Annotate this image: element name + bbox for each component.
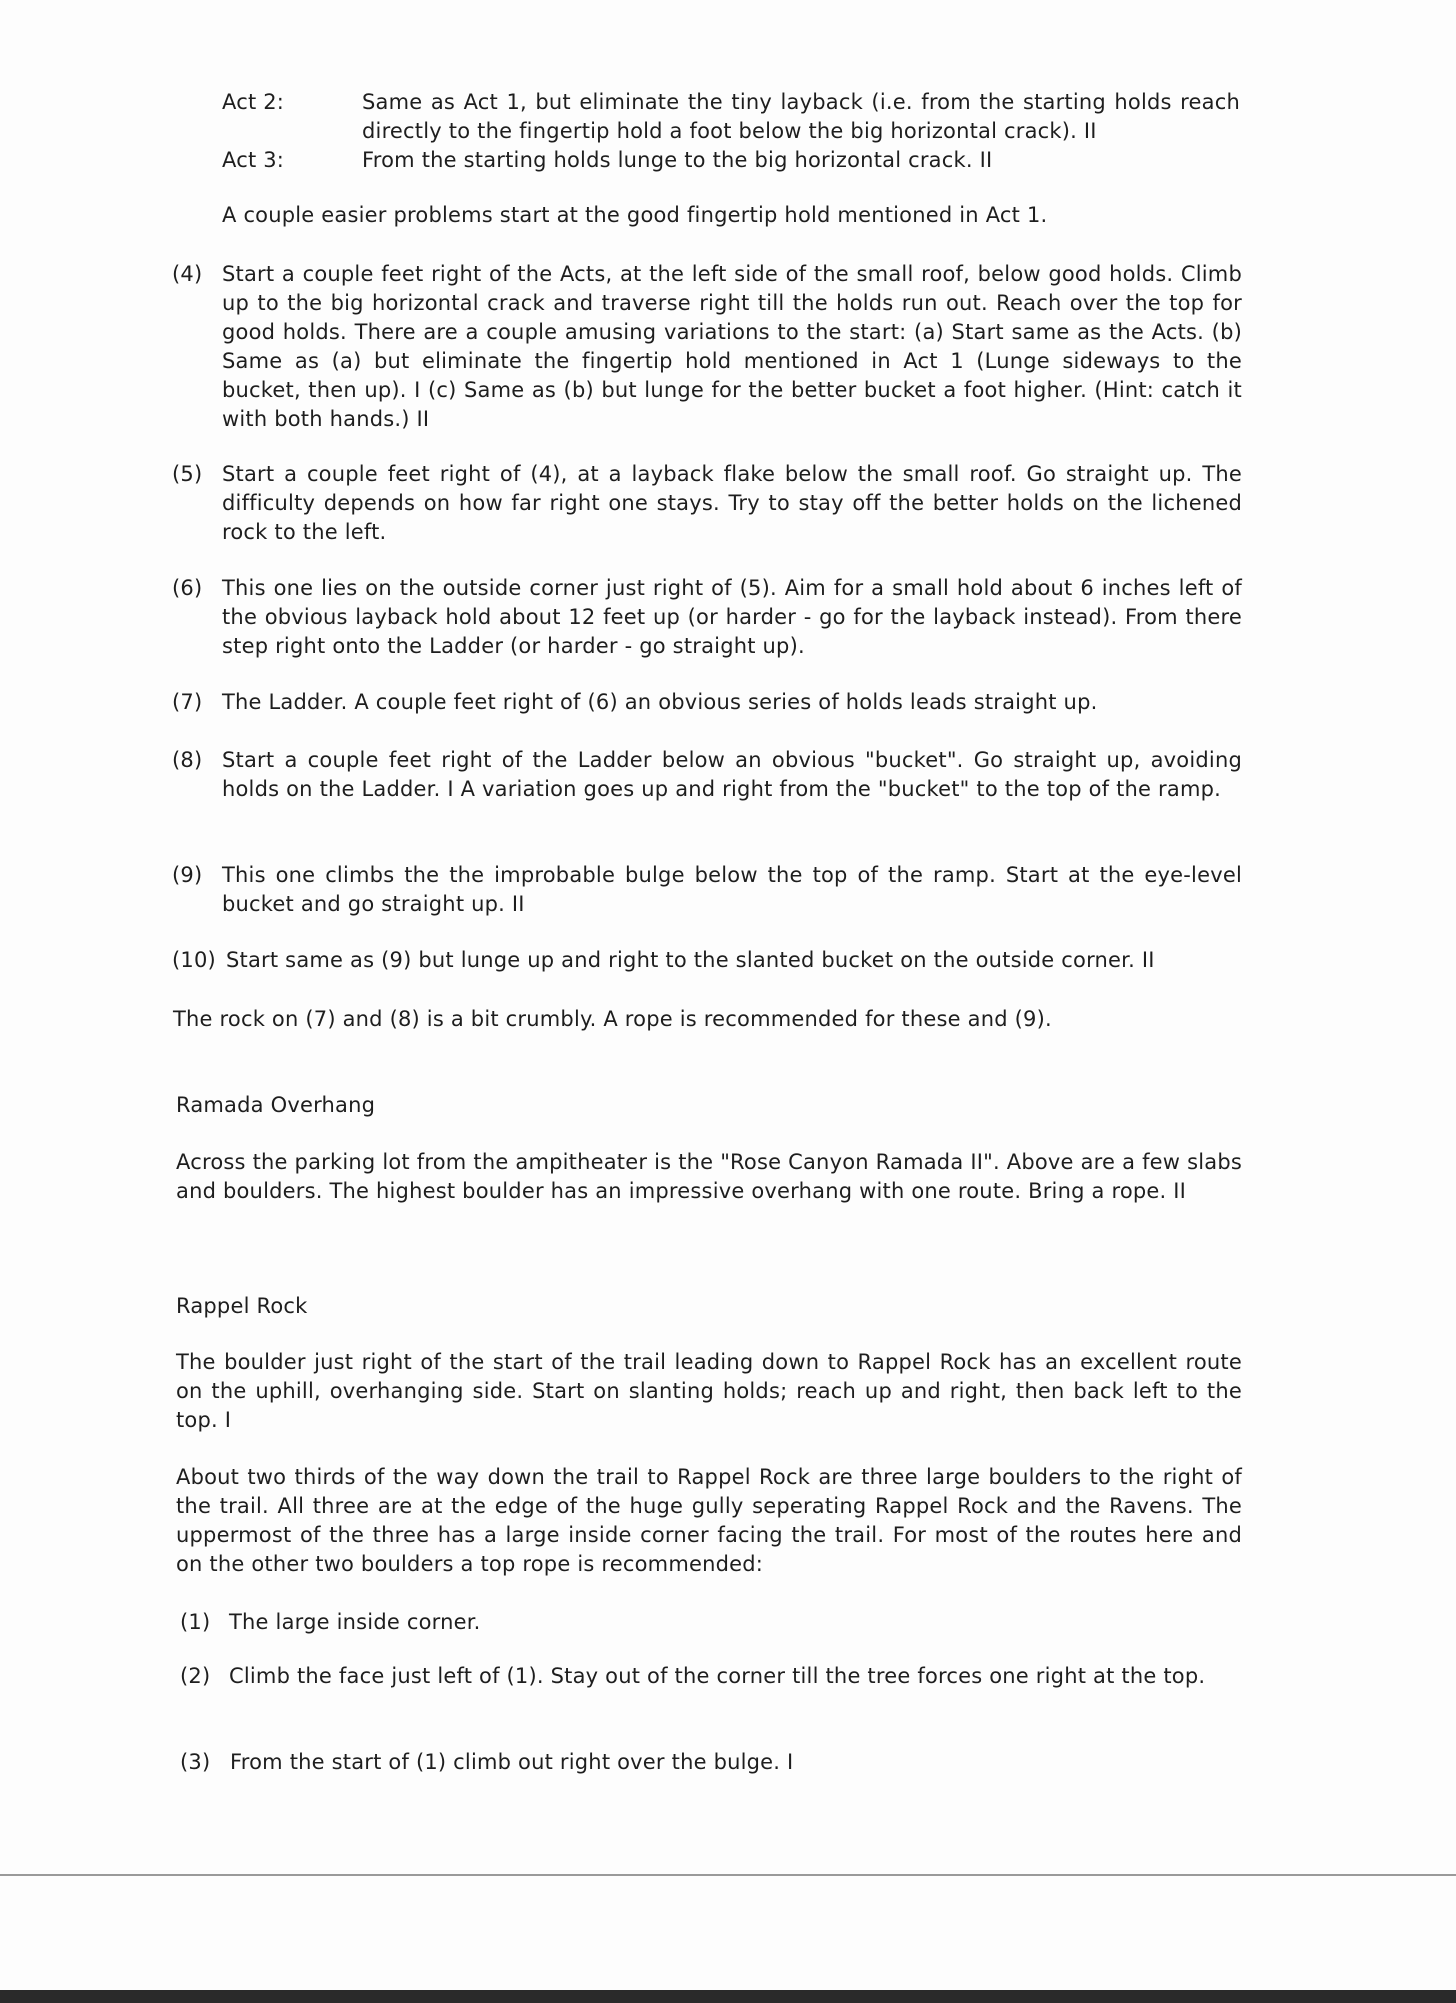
problem-text: Start a couple feet right of the Acts, at the left side of the small roof, below good holds. Climb up to the big horizontal crack and traverse right till the holds run out. Reach over the top for good holds. There are a couple amusing variations to the start: (a) Start same as the Acts. (b) Same as (a) but eliminate the fingertip hold mentioned in Act 1 (Lunge sideways to the bucket, then up). I (c) Same as (b) but lunge for the better bucket a foot higher. (Hint: catch it with both hands.) II xyxy=(222,262,1242,431)
route-text: The large inside corner. xyxy=(229,1610,481,1634)
problem-text: Start a couple feet right of the Ladder below an obvious "bucket". Go straight up, avoiding holds on the Ladder. I A variation goes up and right from the "bucket" to the top of the ramp. xyxy=(222,748,1242,801)
route-number: (3) xyxy=(180,1750,211,1774)
problem-number: (7) xyxy=(172,690,203,714)
section-heading-rappel: Rappel Rock xyxy=(176,1294,308,1318)
act-2-text: Same as Act 1, but eliminate the tiny layback (i.e. from the starting holds reach directly to the fingertip hold a foot below the big horizontal crack). II xyxy=(362,90,1240,143)
scan-bottom-edge xyxy=(0,1990,1456,2003)
act-2-label: Act 2: xyxy=(222,90,285,114)
route-text: From the start of (1) climb out right over the bulge. I xyxy=(230,1750,794,1774)
act-3-text: From the starting holds lunge to the big horizontal crack. II xyxy=(362,148,993,172)
act-3-label: Act 3: xyxy=(222,148,285,172)
route-number: (2) xyxy=(180,1664,211,1688)
problem-number: (8) xyxy=(172,748,203,772)
problem-number: (5) xyxy=(172,462,203,486)
rappel-paragraph-1: The boulder just right of the start of the trail leading down to Rappel Rock has an excellent route on the uphill, overhanging side. Start on slanting holds; reach up and right, then back left to the top. I xyxy=(176,1350,1242,1432)
problem-text: Start same as (9) but lunge up and right to the slanted bucket on the outside corner. II xyxy=(226,948,1155,972)
route-text: Climb the face just left of (1). Stay out of the corner till the tree forces one right at the top. xyxy=(229,1664,1206,1688)
acts-note: A couple easier problems start at the good fingertip hold mentioned in Act 1. xyxy=(222,203,1048,227)
rappel-paragraph-2: About two thirds of the way down the trail to Rappel Rock are three large boulders to the right of the trail. All three are at the edge of the huge gully seperating Rappel Rock and the Ravens. The uppermost of the three has a large inside corner facing the trail. For most of the routes here and on the other two boulders a top rope is recommended: xyxy=(176,1465,1242,1576)
section-heading-ramada: Ramada Overhang xyxy=(176,1093,376,1117)
problem-number: (6) xyxy=(172,576,203,600)
problem-text: This one climbs the the improbable bulge below the top of the ramp. Start at the eye-level bucket and go straight up. II xyxy=(222,863,1242,916)
problem-number: (9) xyxy=(172,863,203,887)
problem-text: Start a couple feet right of (4), at a layback flake below the small roof. Go straight up. The difficulty depends on how far right one stays. Try to stay off the better holds on the lichened rock to the left. xyxy=(222,462,1242,544)
problem-number: (10) xyxy=(172,948,216,972)
problem-number: (4) xyxy=(172,262,203,286)
route-number: (1) xyxy=(180,1610,211,1634)
problem-text: The Ladder. A couple feet right of (6) an obvious series of holds leads straight up. xyxy=(222,690,1098,714)
ramada-text: Across the parking lot from the ampitheater is the "Rose Canyon Ramada II". Above are a few slabs and boulders. The highest boulder has an impressive overhang with one route. Bring a rope. II xyxy=(176,1150,1242,1203)
problem-text: This one lies on the outside corner just right of (5). Aim for a small hold about 6 inches left of the obvious layback hold about 12 feet up (or harder - go for the layback instead). From there step right onto the Ladder (or harder - go straight up). xyxy=(222,576,1242,658)
rock-note: The rock on (7) and (8) is a bit crumbly. A rope is recommended for these and (9). xyxy=(173,1007,1052,1031)
scan-edge-line xyxy=(0,1874,1456,1876)
